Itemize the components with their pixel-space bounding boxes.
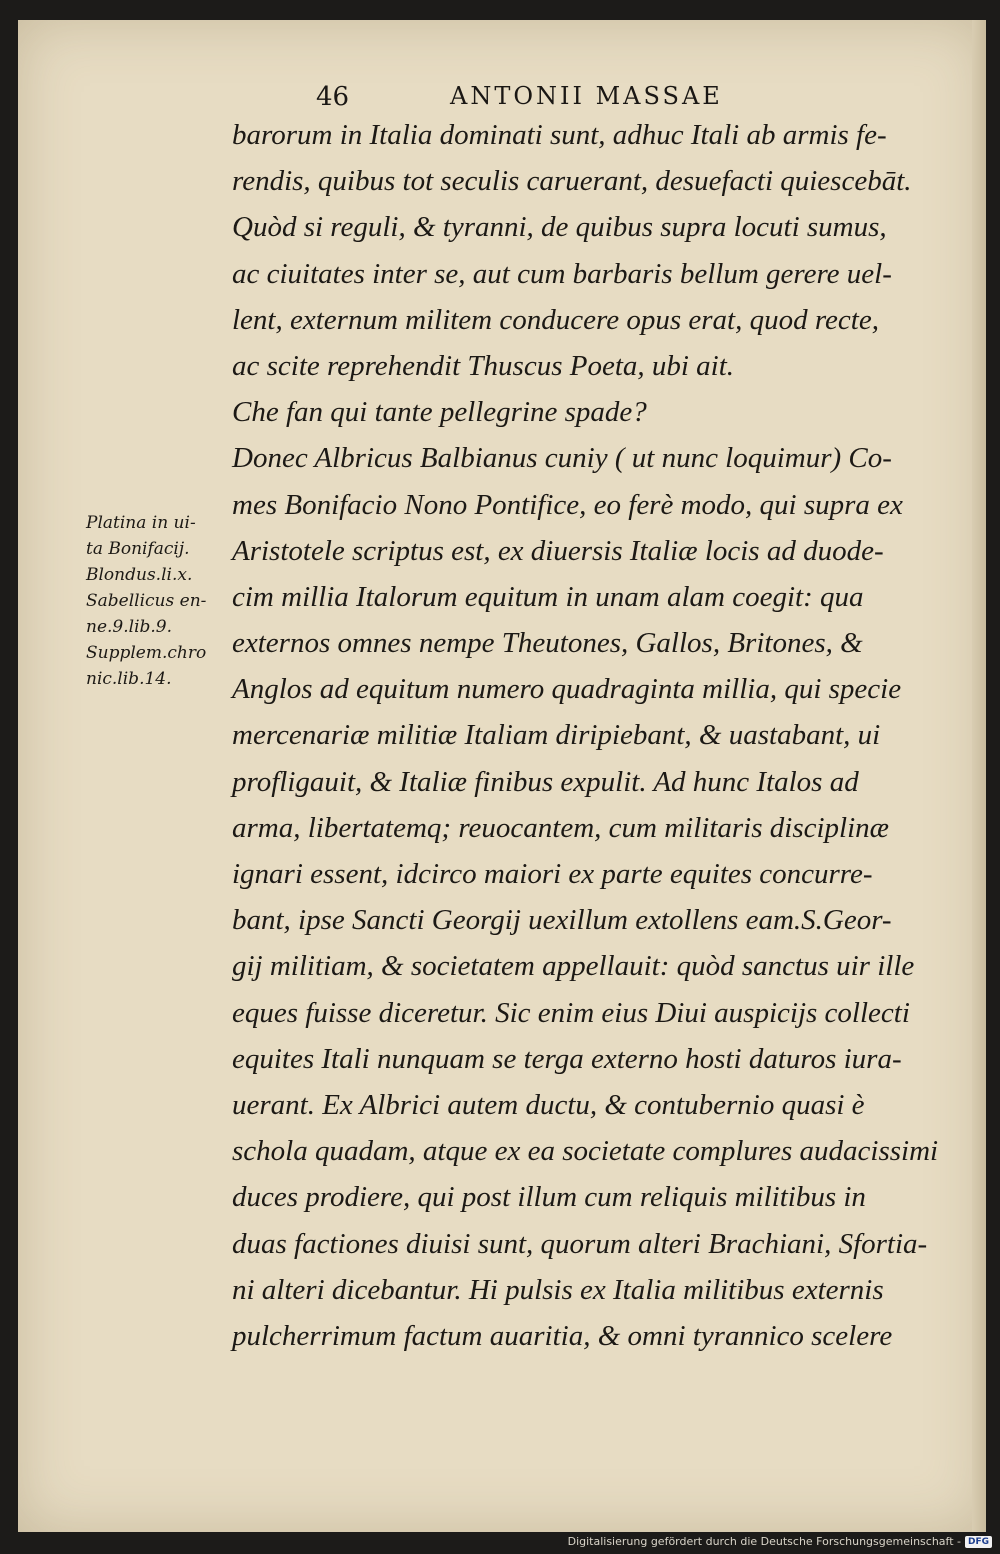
body-text (232, 112, 944, 1359)
text-line: uerant. Ex Albrici autem ductu, & contubernio quasi è (232, 1088, 865, 1121)
text-line: ac scite reprehendit Thuscus Poeta, ubi ait. (232, 349, 735, 382)
text-line: profligauit, & Italiæ finibus expulit. Ad hunc Italos ad (232, 765, 859, 798)
digitization-credit (568, 1535, 992, 1548)
text-line: schola quadam, atque ex ea societate complures audacissimi (232, 1135, 939, 1168)
running-title: ANTONII MASSAE (450, 82, 723, 110)
verse-quotation: Che fan qui tante pellegrine spade? (232, 396, 647, 429)
text-line: barorum in Italia dominati sunt, adhuc Itali ab armis fe- (232, 119, 887, 151)
text-line: ignari essent, idcirco maiori ex parte equites concurre- (232, 858, 873, 890)
text-line: duas factiones diuisi sunt, quorum alteri Brachiani, Sfortia- (232, 1227, 928, 1260)
text-line: equites Itali nunquam se terga externo hosti daturos iura- (232, 1042, 902, 1075)
text-line: arma, libertatemq; reuocantem, cum militaris disciplinæ (232, 811, 890, 844)
text-line: Quòd si reguli, & tyranni, de quibus supra locuti sumus, (232, 211, 887, 244)
text-line: cim millia Italorum equitum in unam alam coegit: qua (232, 580, 864, 613)
text-line: ac ciuitates inter se, aut cum barbaris bellum gerere uel- (232, 257, 892, 290)
text-line: mercenariæ militiæ Italiam diripiebant, & uastabant, ui (232, 719, 881, 752)
credit-text: Digitalisierung gefördert durch die Deutsche Forschungsgemeinschaft - (567, 1535, 961, 1548)
text-line: eques fuisse diceretur. Sic enim eius Diui auspicijs collecti (232, 996, 910, 1029)
margin-note: nic.lib.14. (86, 669, 172, 689)
text-line: mes Bonifacio Nono Pontifice, eo ferè modo, qui supra ex (232, 488, 903, 521)
text-line: Donec Albricus Balbianus cuniy ( ut nunc loquimur) Co- (232, 442, 892, 475)
book-page (18, 20, 986, 1532)
margin-note: ta Bonifacij. (86, 539, 190, 559)
dfg-logo: DFG (965, 1536, 992, 1548)
margin-note: Sabellicus en- (86, 591, 207, 611)
margin-note: Supplem.chro (86, 643, 207, 663)
text-line: gij militiam, & societatem appellauit: quòd sanctus uir ille (232, 950, 915, 983)
text-line: bant, ipse Sancti Georgij uexillum extollens eam.S.Geor- (232, 904, 892, 937)
text-line: externos omnes nempe Theutones, Gallos, Britones, & (232, 627, 863, 660)
text-line: duces prodiere, qui post illum cum reliquis militibus in (232, 1181, 866, 1214)
marginal-notes (86, 510, 236, 692)
margin-note: ne.9.lib.9. (86, 617, 173, 637)
text-line: Anglos ad equitum numero quadraginta millia, qui specie (232, 673, 902, 706)
page-number: 46 (316, 82, 350, 112)
text-line: lent, externum militem conducere opus erat, quod recte, (232, 303, 879, 336)
text-line: Aristotele scriptus est, ex diuersis Italiæ locis ad duode- (232, 534, 884, 567)
text-line: rendis, quibus tot seculis caruerant, desuefacti quiescebāt. (232, 165, 912, 198)
text-line: pulcherrimum factum auaritia, & omni tyrannico scelere (232, 1319, 893, 1352)
text-line: ni alteri dicebantur. Hi pulsis ex Italia militibus externis (232, 1273, 884, 1306)
margin-note: Blondus.li.x. (86, 565, 193, 585)
margin-note: Platina in ui- (86, 513, 196, 533)
page-edge (972, 20, 986, 1532)
